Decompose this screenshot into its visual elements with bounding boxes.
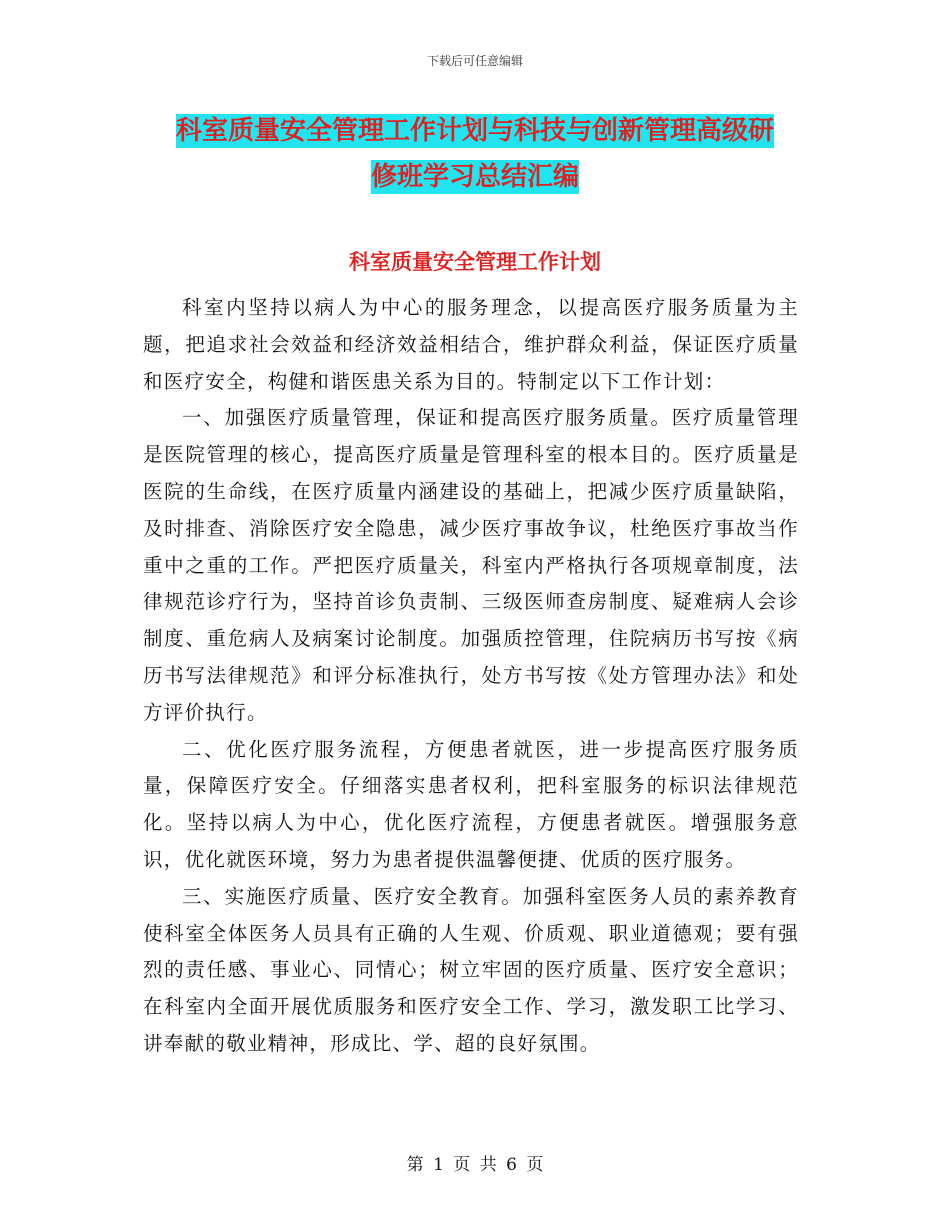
document-title [0,108,950,200]
document-title-line-1: 科室质量安全管理工作计划与科技与创新管理高级研 [175,116,774,146]
paragraph-intro: 科室内坚持以病人为中心的服务理念，以提高医疗服务质量为主题，把追求社会效益和经济效益相结合，维护群众利益，保证医疗质量和医疗安全，构健和谐医患关系为目的。特制定以下工作计划： [143,296,799,393]
paragraph-item-3: 三、实施医疗质量、医疗安全教育。加强科室医务人员的素养教育使科室全体医务人员具有正确的人生观、价质观、职业道德观；要有强烈的责任感、事业心、同情心；树立牢固的医疗质量、医疗安全意识；在科室内全面开展优质服务和医疗安全工作、学习，激发职工比学习、讲奉献的敬业精神，形成比、学、超的良好氛围。 [143,884,799,1055]
page-footer: 第 1 页 共 6 页 [406,1155,544,1175]
paragraph-item-1: 一、加强医疗质量管理，保证和提高医疗服务质量。医疗质量管理是医院管理的核心，提高医疗质量是管理科室的根本目的。医疗质量是医院的生命线，在医疗质量内涵建设的基础上，把减少医疗质量缺陷，及时排查、消除医疗安全隐患，减少医疗事故争议，杜绝医疗事故当作重中之重的工作。严把医疗质量关，科室内严格执行各项规章制度，法律规范诊疗行为，坚持首诊负责制、三级医师查房制度、疑难病人会诊制度、重危病人及病案讨论制度。加强质控管理，住院病历书写按《病历书写法律规范》和评分标准执行，处方书写按《处方管理办法》和处方评价执行。 [143,406,799,724]
paragraph-item-2: 二、优化医疗服务流程，方便患者就医，进一步提高医疗服务质量，保障医疗安全。仔细落实患者权利，把科室服务的标识法律规范化。坚持以病人为中心，优化医疗流程，方便患者就医。增强服务意识，优化就医环境，努力为患者提供温馨便捷、优质的医疗服务。 [143,737,799,871]
section-title: 科室质量安全管理工作计划 [349,250,601,274]
document-title-line-2: 修班学习总结汇编 [370,162,579,192]
header-note: 下载后可任意编辑 [426,54,523,68]
document-body [143,290,799,1063]
